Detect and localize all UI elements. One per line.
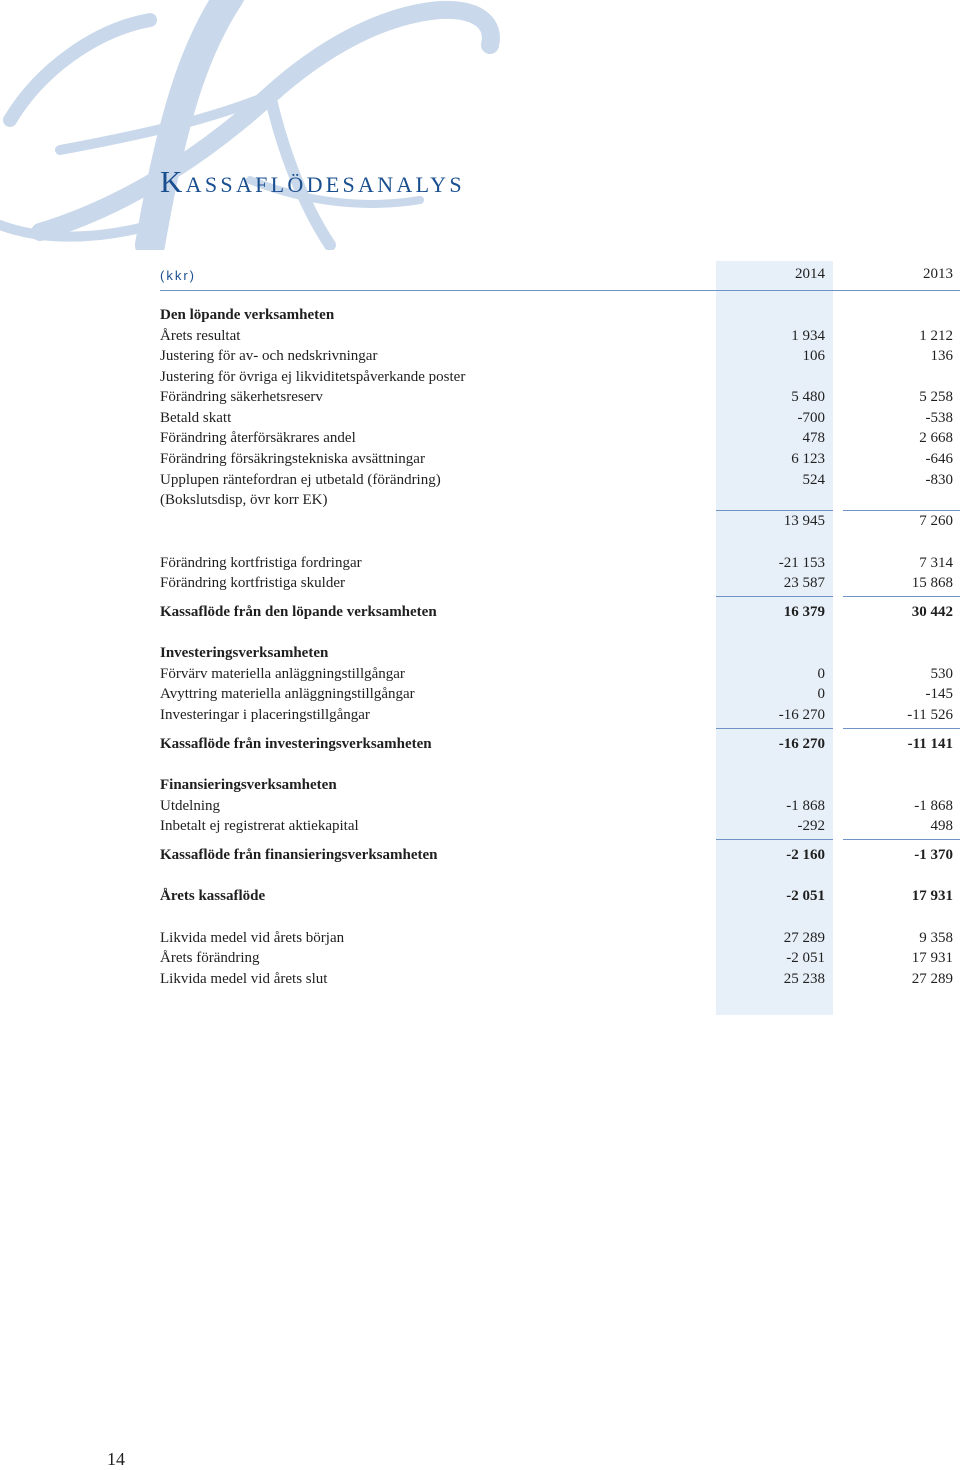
header-rule xyxy=(160,290,960,291)
total-row-operating xyxy=(160,602,960,623)
row-label: Årets resultat xyxy=(160,328,241,344)
value-2013: 2 668 xyxy=(919,430,953,446)
value-2013: 17 931 xyxy=(911,888,953,904)
table-row xyxy=(160,470,960,491)
row-label: Kassaflöde från den löpande verksamheten xyxy=(160,604,437,620)
total-rule-2014 xyxy=(716,839,833,840)
table-row xyxy=(160,705,960,726)
table-row xyxy=(160,796,960,817)
value-2013: 7 314 xyxy=(919,555,953,571)
row-label: Justering för av- och nedskrivningar xyxy=(160,348,378,364)
row-label: Inbetalt ej registrerat aktiekapital xyxy=(160,818,359,834)
value-2013: 27 289 xyxy=(911,971,953,987)
total-row-year-cashflow xyxy=(160,886,960,907)
value-2014: 0 xyxy=(817,686,825,702)
section-heading-investing xyxy=(160,643,960,664)
row-label: Kassaflöde från finansieringsverksamheten xyxy=(160,847,438,863)
value-2014: 16 379 xyxy=(783,604,825,620)
table-row xyxy=(160,948,960,969)
value-2013: 498 xyxy=(930,818,953,834)
column-header-2014: 2014 xyxy=(795,266,825,282)
value-2014: -2 160 xyxy=(786,847,825,863)
value-2014: 1 934 xyxy=(791,328,825,344)
value-2014: 106 xyxy=(802,348,825,364)
row-label: Förändring kortfristiga fordringar xyxy=(160,555,362,571)
total-row-financing xyxy=(160,845,960,866)
row-label: Förändring säkerhetsreserv xyxy=(160,389,323,405)
table-row xyxy=(160,553,960,574)
value-2013: -1 868 xyxy=(914,798,953,814)
value-2014: -700 xyxy=(797,410,825,426)
value-2014: -16 270 xyxy=(778,736,825,752)
total-rule-2013 xyxy=(843,839,960,840)
page-title: Kassaflödesanalys xyxy=(160,164,465,199)
value-2013: 530 xyxy=(930,666,953,682)
value-2014: 23 587 xyxy=(783,575,825,591)
column-header-2013: 2013 xyxy=(923,266,953,282)
row-label: Upplupen räntefordran ej utbetald (förändring) xyxy=(160,472,441,488)
value-2014: 6 123 xyxy=(791,451,825,467)
value-2013: -538 xyxy=(925,410,953,426)
row-label: Årets förändring xyxy=(160,950,260,966)
value-2013: -830 xyxy=(925,472,953,488)
section-heading-financing xyxy=(160,775,960,796)
value-2013: -11 141 xyxy=(907,736,953,752)
table-row xyxy=(160,490,960,511)
row-label: Utdelning xyxy=(160,798,220,814)
value-2013: 136 xyxy=(930,348,953,364)
row-label: Likvida medel vid årets slut xyxy=(160,971,328,987)
row-label: Betald skatt xyxy=(160,410,232,426)
value-2013: -11 526 xyxy=(907,707,953,723)
table-row xyxy=(160,408,960,429)
row-label: (Bokslutsdisp, övr korr EK) xyxy=(160,492,328,508)
background-k-monogram xyxy=(0,0,520,250)
value-2014: -1 868 xyxy=(786,798,825,814)
row-label: Avyttring materiella anläggningstillgångar xyxy=(160,686,415,702)
total-rule-2014 xyxy=(716,728,833,729)
value-2014: 524 xyxy=(802,472,825,488)
value-2014: -292 xyxy=(797,818,825,834)
value-2013: -145 xyxy=(925,686,953,702)
row-label: Justering för övriga ej likviditetspåverkande poster xyxy=(160,369,466,385)
subtotal-row xyxy=(160,511,960,532)
table-row xyxy=(160,928,960,949)
value-2014: 478 xyxy=(802,430,825,446)
value-2013: 9 358 xyxy=(919,930,953,946)
row-label: Investeringsverksamheten xyxy=(160,645,329,661)
value-2013: 1 212 xyxy=(919,328,953,344)
total-rule-2013 xyxy=(843,596,960,597)
value-2013: -1 370 xyxy=(914,847,953,863)
value-2014: 27 289 xyxy=(783,930,825,946)
row-label: Likvida medel vid årets början xyxy=(160,930,345,946)
value-2013: -646 xyxy=(925,451,953,467)
value-2013: 17 931 xyxy=(911,950,953,966)
value-2014: 5 480 xyxy=(791,389,825,405)
value-2013: 15 868 xyxy=(911,575,953,591)
table-row xyxy=(160,664,960,685)
value-2013: 7 260 xyxy=(919,513,953,529)
row-label: Kassaflöde från investeringsverksamheten xyxy=(160,736,432,752)
table-row xyxy=(160,684,960,705)
value-2014: -16 270 xyxy=(778,707,825,723)
row-label: Förändring försäkringstekniska avsättningar xyxy=(160,451,425,467)
value-2014: 13 945 xyxy=(783,513,825,529)
unit-label: (kkr) xyxy=(160,268,196,283)
table-row xyxy=(160,387,960,408)
row-label: Årets kassaflöde xyxy=(160,888,266,904)
section-heading-operating xyxy=(160,305,960,326)
table-row xyxy=(160,367,960,388)
value-2014: -2 051 xyxy=(786,950,825,966)
value-2014: 0 xyxy=(817,666,825,682)
value-2014: 25 238 xyxy=(783,971,825,987)
page-number: 14 xyxy=(107,1449,125,1469)
row-label: Den löpande verksamheten xyxy=(160,307,335,323)
total-rule-2014 xyxy=(716,596,833,597)
table-row xyxy=(160,969,960,990)
value-2013: 30 442 xyxy=(911,604,953,620)
value-2013: 5 258 xyxy=(919,389,953,405)
row-label: Finansieringsverksamheten xyxy=(160,777,337,793)
total-rule-2013 xyxy=(843,728,960,729)
value-2014: -2 051 xyxy=(786,888,825,904)
table-row xyxy=(160,816,960,837)
table-row xyxy=(160,428,960,449)
table-row xyxy=(160,326,960,347)
value-2014: -21 153 xyxy=(778,555,825,571)
table-row xyxy=(160,346,960,367)
total-row-investing xyxy=(160,734,960,755)
row-label: Förändring kortfristiga skulder xyxy=(160,575,345,591)
row-label: Investeringar i placeringstillgångar xyxy=(160,707,370,723)
table-row xyxy=(160,573,960,594)
row-label: Förvärv materiella anläggningstillgångar xyxy=(160,666,405,682)
table-row xyxy=(160,449,960,470)
row-label: Förändring återförsäkrares andel xyxy=(160,430,356,446)
